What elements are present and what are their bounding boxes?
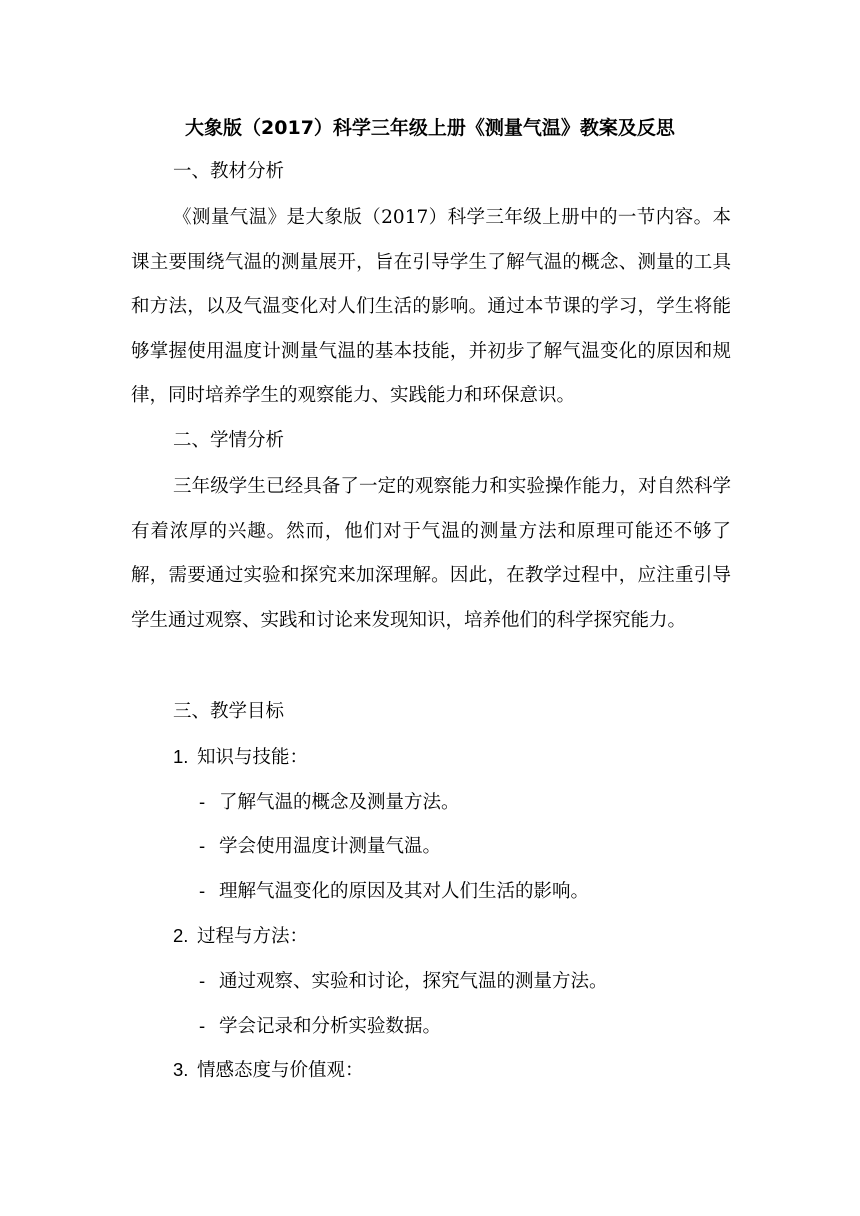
goal-subitem-text: 学会使用温度计测量气温。 [219,836,442,857]
goal-number: 3. [173,1059,189,1080]
goal-item-knowledge-skills [173,742,308,773]
goal-label: 情感态度与价值观： [197,1060,364,1081]
goal-item-attitude-values [173,1055,364,1086]
paragraph-material-analysis: 《测量气温》是大象版（2017）科学三年级上册中的一节内容。本课主要围绕气温的测量展开，旨在引导学生了解气温的概念、测量的工具和方法，以及气温变化对人们生活的影响。通过本节课的学习，学生将能够掌握使用温度计测量气温的基本技能，并初步了解气温变化的原因和规律，同时培养学生的观察能力、实践能力和环保意识。 [131,207,731,407]
goal-subitem-text: 了解气温的概念及测量方法。 [219,792,460,813]
dash-marker: - [199,970,206,991]
goal-subitem [199,966,608,997]
section-heading-student-analysis: 二、学情分析 [173,430,285,451]
goal-number: 2. [173,925,189,946]
goal-subitem [199,1011,441,1042]
goal-item-process-method [173,921,308,952]
goal-subitem [199,831,441,862]
goal-subitem-text: 学会记录和分析实验数据。 [219,1016,442,1037]
section-heading-material-analysis: 一、教材分析 [173,161,285,182]
paragraph-student-analysis: 三年级学生已经具备了一定的观察能力和实验操作能力，对自然科学有着浓厚的兴趣。然而，他们对于气温的测量方法和原理可能还不够了解，需要通过实验和探究来加深理解。因此，在教学过程中，应注重引导学生通过观察、实践和讨论来发现知识，培养他们的科学探究能力。 [131,476,731,631]
goal-subitem [199,876,589,907]
goal-label: 过程与方法： [197,926,309,947]
dash-marker: - [199,1015,206,1036]
goal-subitem-text: 理解气温变化的原因及其对人们生活的影响。 [219,881,590,902]
dash-marker: - [199,880,206,901]
goal-subitem-text: 通过观察、实验和讨论，探究气温的测量方法。 [219,971,608,992]
section-heading-teaching-goals: 三、教学目标 [173,701,285,722]
document-title: 大象版（2017）科学三年级上册《测量气温》教案及反思 [185,117,675,139]
goal-label: 知识与技能： [197,747,309,768]
dash-marker: - [199,835,206,856]
goal-subitem [199,787,460,818]
goal-number: 1. [173,746,189,767]
dash-marker: - [199,791,206,812]
